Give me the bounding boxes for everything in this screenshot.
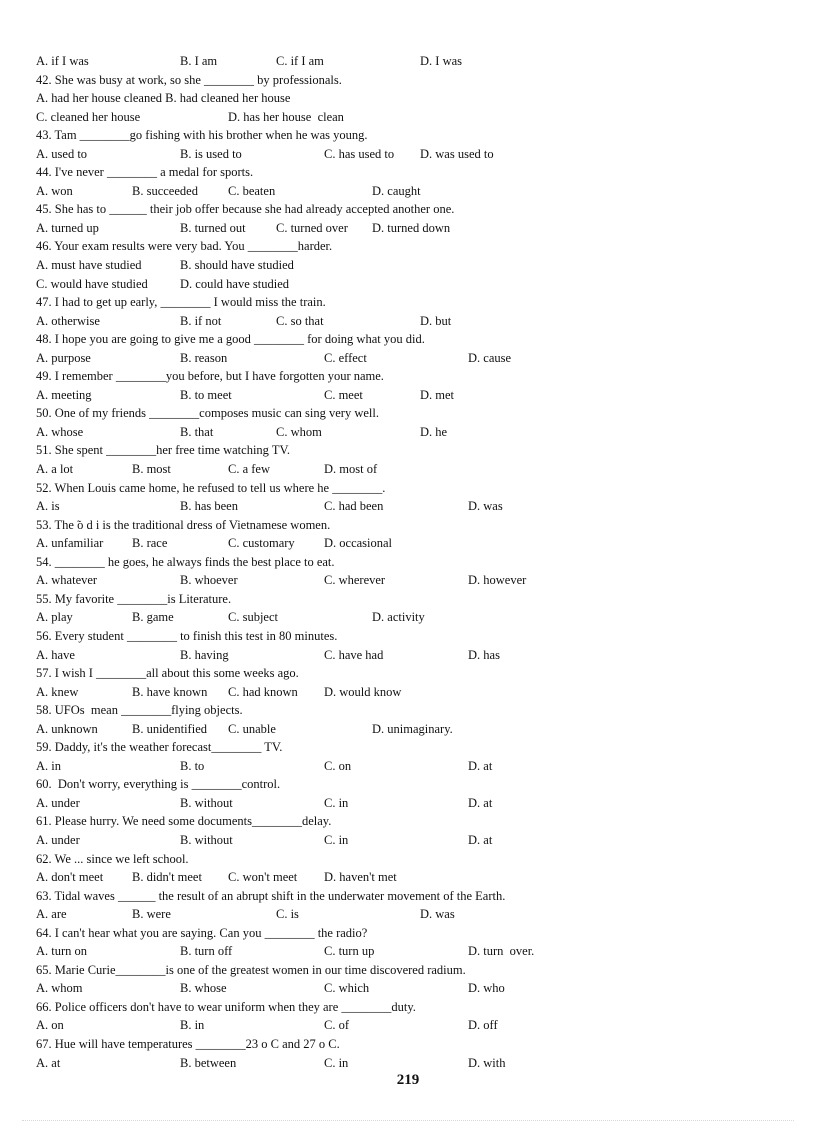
answer-option: D. at xyxy=(468,758,493,773)
answer-option: A. is xyxy=(36,499,60,514)
options-line xyxy=(36,460,796,479)
answer-option: D. was used to xyxy=(420,146,494,161)
answer-option: C. effect xyxy=(324,350,367,365)
options-line xyxy=(36,571,796,590)
answer-option: D. with xyxy=(468,1055,506,1070)
question-text: 59. Daddy, it's the weather forecast________ TV. xyxy=(36,740,283,755)
question-line xyxy=(36,516,796,535)
options-line xyxy=(36,979,796,998)
answer-option: B. reason xyxy=(180,350,228,365)
answer-option: A. purpose xyxy=(36,350,91,365)
question-text: 65. Marie Curie________is one of the greatest women in our time discovered radium. xyxy=(36,962,466,977)
answer-option: C. in xyxy=(324,795,349,810)
answer-option: A. otherwise xyxy=(36,313,100,328)
options-line xyxy=(36,534,796,553)
options-line xyxy=(36,89,796,108)
answer-option: A. unknown xyxy=(36,721,98,736)
answer-option: C. is xyxy=(276,907,299,922)
question-line xyxy=(36,479,796,498)
answer-option: A. are xyxy=(36,907,67,922)
answer-option: D. could have studied xyxy=(180,276,290,291)
answer-option: B. between xyxy=(180,1055,237,1070)
question-text: 52. When Louis came home, he refused to tell us where he ________. xyxy=(36,480,386,495)
answer-option: C. had been xyxy=(324,499,384,514)
question-line xyxy=(36,701,796,720)
answer-option: D. haven't met xyxy=(324,870,397,885)
answer-option: A. meeting xyxy=(36,387,92,402)
answer-option: A. under xyxy=(36,832,80,847)
answer-option: D. off xyxy=(468,1018,498,1033)
answer-option: C. has used to xyxy=(324,146,395,161)
answer-option: B. succeeded xyxy=(132,183,198,198)
question-line xyxy=(36,998,796,1017)
answer-option: A. won xyxy=(36,183,73,198)
question-text: 66. Police officers don't have to wear uniform when they are ________duty. xyxy=(36,999,416,1014)
question-text: 56. Every student ________ to finish this test in 80 minutes. xyxy=(36,628,338,643)
answer-option: A. whose xyxy=(36,424,84,439)
question-line xyxy=(36,887,796,906)
answer-option: C. subject xyxy=(228,610,278,625)
answer-option: A. turn on xyxy=(36,944,88,959)
answer-option: B. to xyxy=(180,758,205,773)
answer-option: B. without xyxy=(180,832,233,847)
question-line xyxy=(36,404,796,423)
answer-option: C. which xyxy=(324,981,370,996)
answer-option: D. however xyxy=(468,573,527,588)
answer-option: D. was xyxy=(468,499,503,514)
answer-option: B. didn't meet xyxy=(132,870,202,885)
answer-option: D. but xyxy=(420,313,452,328)
answer-option: C. had known xyxy=(228,684,298,699)
answer-option: B. have known xyxy=(132,684,208,699)
answer-option: D. at xyxy=(468,795,493,810)
question-line xyxy=(36,163,796,182)
question-text: 57. I wish I ________all about this some weeks ago. xyxy=(36,666,299,681)
question-text: 60. Don't worry, everything is ________control. xyxy=(36,777,281,792)
answer-option: D. has xyxy=(468,647,500,662)
answer-option: B. to meet xyxy=(180,387,232,402)
options-line xyxy=(36,608,796,627)
answer-option: C. won't meet xyxy=(228,870,298,885)
answer-option: B. should have studied xyxy=(180,258,294,273)
answer-option: D. turn over. xyxy=(468,944,535,959)
answer-option: A. must have studied xyxy=(36,258,142,273)
answer-option: B. turned out xyxy=(180,220,246,235)
answer-option: C. customary xyxy=(228,536,295,551)
answer-option: C. if I am xyxy=(276,54,324,68)
answer-option: D. caught xyxy=(372,183,421,198)
question-line xyxy=(36,627,796,646)
answer-option: C. turn up xyxy=(324,944,375,959)
question-line xyxy=(36,738,796,757)
options-line xyxy=(36,312,796,331)
answer-option: C. beaten xyxy=(228,183,276,198)
answer-option: D. who xyxy=(468,981,505,996)
answer-option: D. would know xyxy=(324,684,402,699)
answer-option: A. play xyxy=(36,610,73,625)
answer-option: C. so that xyxy=(276,313,324,328)
question-text: 55. My favorite ________is Literature. xyxy=(36,591,232,606)
answer-option: C. would have studied xyxy=(36,276,148,291)
answer-option: D. unimaginary. xyxy=(372,721,453,736)
options-line xyxy=(36,794,796,813)
question-line xyxy=(36,850,796,869)
question-line xyxy=(36,590,796,609)
answer-option: A. under xyxy=(36,795,80,810)
question-text: 43. Tam ________go fishing with his brother when he was young. xyxy=(36,128,368,143)
answer-option: C. have had xyxy=(324,647,384,662)
answer-option: A. a lot xyxy=(36,462,74,477)
options-line xyxy=(36,1054,796,1073)
question-line xyxy=(36,330,796,349)
question-line xyxy=(36,775,796,794)
options-line xyxy=(36,386,796,405)
question-text: 51. She spent ________her free time watching TV. xyxy=(36,443,291,458)
options-line xyxy=(36,145,796,164)
answer-option: C. meet xyxy=(324,387,363,402)
question-text: 62. We ... since we left school. xyxy=(36,851,189,866)
question-text: 48. I hope you are going to give me a good ________ for doing what you did. xyxy=(36,332,425,347)
answer-option: B. game xyxy=(132,610,174,625)
options-line xyxy=(36,497,796,516)
answer-option: D. was xyxy=(420,907,455,922)
answer-option: A. whatever xyxy=(36,573,98,588)
answer-option: C. on xyxy=(324,758,352,773)
question-text: 58. UFOs mean ________flying objects. xyxy=(36,703,243,718)
answer-option: C. in xyxy=(324,832,349,847)
question-line xyxy=(36,200,796,219)
answer-option: D. turned down xyxy=(372,220,451,235)
answer-option: C. a few xyxy=(228,462,270,477)
document-body xyxy=(36,52,796,1072)
options-line xyxy=(36,219,796,238)
answer-option: B. has been xyxy=(180,499,238,514)
question-text: 42. She was busy at work, so she ________ by professionals. xyxy=(36,72,342,87)
question-line xyxy=(36,441,796,460)
answer-option: D. occasional xyxy=(324,536,393,551)
question-text: 63. Tidal waves ______ the result of an abrupt shift in the underwater movement of the Earth. xyxy=(36,888,506,903)
answer-option: C. wherever xyxy=(324,573,386,588)
answer-option: A. if I was xyxy=(36,54,89,68)
options-line xyxy=(36,942,796,961)
question-text: 45. She has to ______ their job offer because she had already accepted another one. xyxy=(36,202,455,217)
options-line xyxy=(36,52,796,71)
answer-option: D. I was xyxy=(420,54,463,68)
question-text: 49. I remember ________you before, but I have forgotten your name. xyxy=(36,369,384,384)
answer-option: B. were xyxy=(132,907,171,922)
answer-option: C. of xyxy=(324,1018,349,1033)
answer-option: D. at xyxy=(468,832,493,847)
answer-option: D. met xyxy=(420,387,455,402)
answer-option: A. unfamiliar xyxy=(36,536,104,551)
answer-option: A. don't meet xyxy=(36,870,104,885)
question-line xyxy=(36,553,796,572)
page-bottom-rule xyxy=(22,1120,794,1121)
question-line xyxy=(36,293,796,312)
options-line xyxy=(36,182,796,201)
answer-option: A. whom xyxy=(36,981,83,996)
answer-option: D. he xyxy=(420,424,448,439)
question-line xyxy=(36,961,796,980)
answer-option: B. unidentified xyxy=(132,721,207,736)
answer-option: A. used to xyxy=(36,146,88,161)
answer-option: B. having xyxy=(180,647,229,662)
answer-option: A. on xyxy=(36,1018,64,1033)
page-number: 219 xyxy=(396,1072,420,1088)
answer-option: B. turn off xyxy=(180,944,233,959)
answer-option: C. whom xyxy=(276,424,322,439)
options-line xyxy=(36,757,796,776)
question-text: 67. Hue will have temperatures ________23 o C and 27 o C. xyxy=(36,1036,340,1051)
answer-option: C. cleaned her house xyxy=(36,109,141,124)
question-text: 64. I can't hear what you are saying. Can you ________ the radio? xyxy=(36,925,368,940)
answer-option: A. turned up xyxy=(36,220,99,235)
answer-option: B. race xyxy=(132,536,168,551)
answer-option: B. in xyxy=(180,1018,205,1033)
answer-option: C. in xyxy=(324,1055,349,1070)
options-line xyxy=(36,905,796,924)
answer-option: A. at xyxy=(36,1055,61,1070)
answer-option: A. had her house cleaned B. had cleaned her house xyxy=(36,91,291,106)
answer-option: B. that xyxy=(180,424,214,439)
options-line xyxy=(36,423,796,442)
question-line xyxy=(36,71,796,90)
question-line xyxy=(36,1035,796,1054)
question-line xyxy=(36,924,796,943)
answer-option: B. most xyxy=(132,462,171,477)
answer-option: D. activity xyxy=(372,610,425,625)
options-line xyxy=(36,349,796,368)
answer-option: D. has her house clean xyxy=(228,109,344,124)
question-text: 46. Your exam results were very bad. You ________harder. xyxy=(36,239,333,254)
answer-option: B. whoever xyxy=(180,573,238,588)
answer-option: A. have xyxy=(36,647,75,662)
question-line xyxy=(36,237,796,256)
question-text: 44. I've never ________ a medal for sports. xyxy=(36,165,254,180)
options-line xyxy=(36,108,796,127)
answer-option: B. without xyxy=(180,795,233,810)
answer-option: B. I am xyxy=(180,54,218,68)
question-line xyxy=(36,126,796,145)
answer-option: B. whose xyxy=(180,981,227,996)
answer-option: C. unable xyxy=(228,721,276,736)
question-line xyxy=(36,367,796,386)
question-text: 53. The ̃o d i is the traditional dress of Vietnamese women. xyxy=(36,517,331,532)
options-line xyxy=(36,868,796,887)
options-line xyxy=(36,683,796,702)
answer-option: D. most of xyxy=(324,462,378,477)
answer-option: C. turned over xyxy=(276,220,348,235)
options-line xyxy=(36,256,796,275)
question-line xyxy=(36,812,796,831)
question-text: 54. ________ he goes, he always finds the best place to eat. xyxy=(36,554,335,569)
options-line xyxy=(36,720,796,739)
options-line xyxy=(36,275,796,294)
question-line xyxy=(36,664,796,683)
options-line xyxy=(36,831,796,850)
question-text: 47. I had to get up early, ________ I would miss the train. xyxy=(36,295,326,310)
question-text: 61. Please hurry. We need some documents________delay. xyxy=(36,814,332,829)
answer-option: D. cause xyxy=(468,350,512,365)
answer-option: B. if not xyxy=(180,313,222,328)
answer-option: A. knew xyxy=(36,684,79,699)
question-text: 50. One of my friends ________composes music can sing very well. xyxy=(36,406,379,421)
answer-option: A. in xyxy=(36,758,61,773)
options-line xyxy=(36,646,796,665)
answer-option: B. is used to xyxy=(180,146,242,161)
options-line xyxy=(36,1016,796,1035)
